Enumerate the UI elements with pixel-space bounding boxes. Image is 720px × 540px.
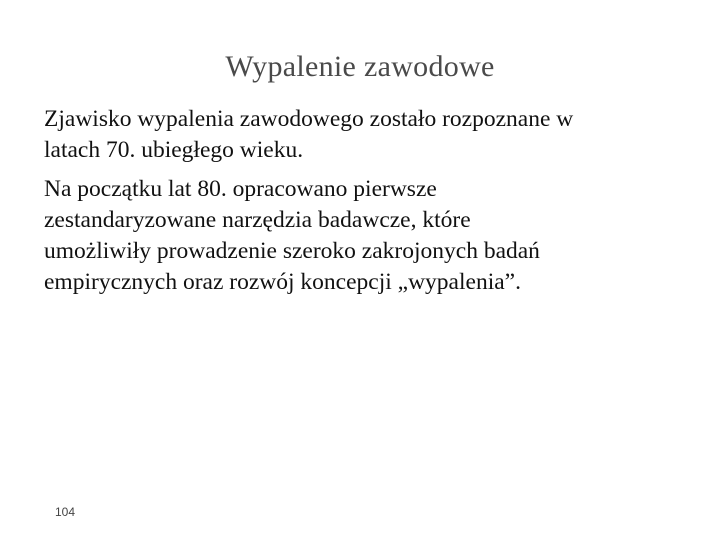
paragraph-1 (44, 104, 694, 166)
text-line: Na początku lat 80. opracowano pierwsze (44, 176, 437, 202)
paragraph-2 (44, 174, 694, 298)
text-line: latach 70. ubiegłego wieku. (44, 137, 304, 163)
slide-title: Wypalenie zawodowe (225, 50, 495, 83)
text-line: Zjawisko wypalenia zawodowego zostało rozpoznane w (44, 106, 574, 132)
text-line: zestandaryzowane narzędzia badawcze, które (44, 207, 471, 233)
text-line: empirycznych oraz rozwój koncepcji „wypalenia”. (44, 269, 521, 295)
text-line: umożliwiły prowadzenie szeroko zakrojonych badań (44, 238, 540, 264)
slide-body (44, 104, 694, 298)
page-number: 104 (55, 505, 76, 519)
